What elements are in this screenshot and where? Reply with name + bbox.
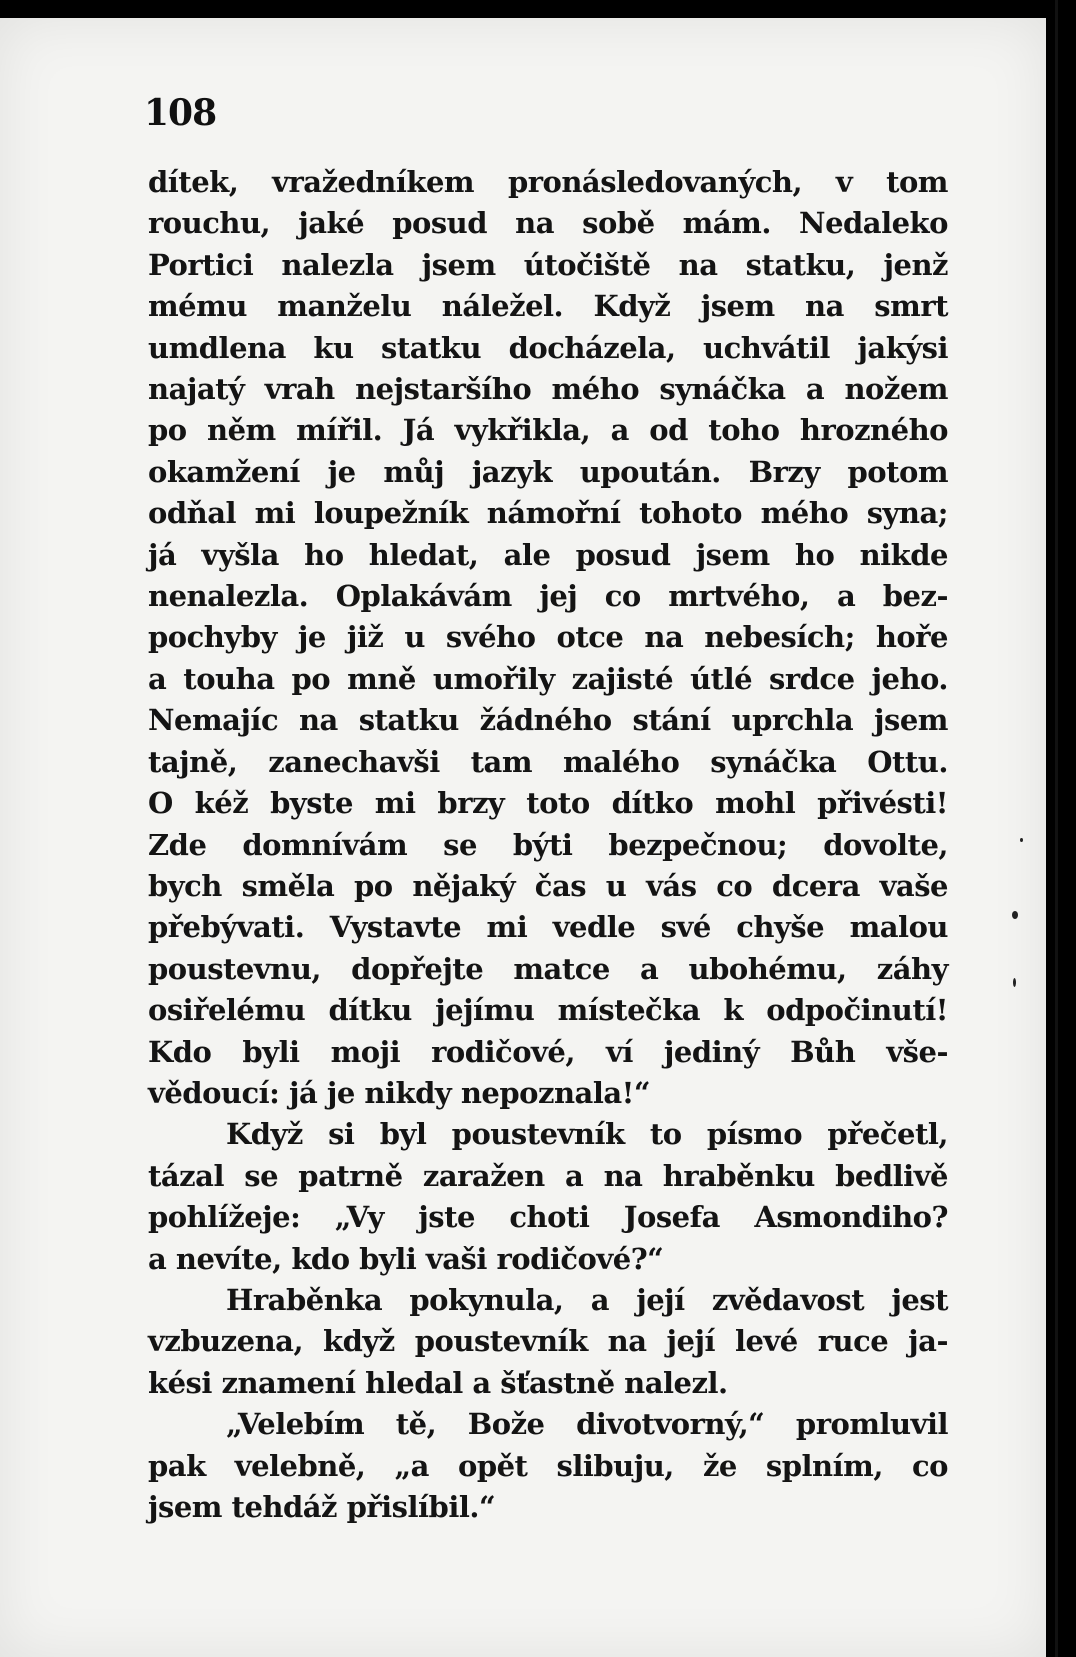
- text-line: a touha po mně umořily zajisté útlé srdce jeho.: [148, 661, 948, 696]
- text-line: přebývati. Vystavte mi vedle své chyše malou: [148, 910, 948, 945]
- text-line: Hraběnka pokynula, a její zvědavost jest: [226, 1282, 948, 1317]
- text-line: kési znamení hledal a šťastně nalezl.: [148, 1365, 728, 1400]
- text-line: pochyby je již u svého otce na nebesích; hoře: [148, 620, 948, 655]
- book-page: [0, 18, 1046, 1657]
- text-line: vzbuzena, když poustevník na její levé ruce ja-: [148, 1324, 948, 1359]
- text-line: poustevnu, dopřejte matce a ubohému, záhy: [148, 951, 948, 986]
- text-line: okamžení je můj jazyk upoután. Brzy potom: [148, 454, 948, 489]
- text-line: pak velebně, „a opět slibuju, že splním, co: [148, 1448, 948, 1483]
- text-line: tázal se patrně zaražen a na hraběnku bedlivě: [148, 1158, 948, 1193]
- text-line: Když si byl poustevník to písmo přečetl,: [226, 1117, 948, 1152]
- ink-speck: [1012, 911, 1018, 919]
- text-line: nenalezla. Oplakávám jej co mrtvého, a bez-: [148, 579, 948, 614]
- text-line: mému manželu náležel. Když jsem na smrt: [148, 289, 948, 324]
- ink-speck: [1020, 838, 1023, 842]
- text-line: bych směla po nějaký čas u vás co dcera vaše: [148, 868, 948, 903]
- text-line: a nevíte, kdo byli vaši rodičové?“: [148, 1241, 664, 1276]
- text-line: dítek, vražedníkem pronásledovaných, v tom: [148, 165, 948, 199]
- text-line: Nemajíc na statku žádného stání uprchla jsem: [148, 703, 948, 738]
- text-line: Portici nalezla jsem útočiště na statku, jenž: [148, 247, 948, 282]
- text-line: rouchu, jaké posud na sobě mám. Nedaleko: [148, 206, 948, 241]
- text-line: já vyšla ho hledat, ale posud jsem ho nikde: [148, 537, 948, 572]
- page-number: 108: [144, 92, 217, 134]
- text-line: tajně, zanechavši tam malého synáčka Ottu.: [148, 744, 948, 779]
- text-line: po něm mířil. Já vykřikla, a od toho hrozného: [148, 413, 948, 448]
- page-edge-line: [1055, 0, 1058, 1657]
- text-line: „Velebím tě, Bože divotvorný,“ promluvil: [226, 1407, 948, 1442]
- body-text: [148, 162, 948, 1528]
- text-line: jsem tehdáž přislíbil.“: [148, 1490, 496, 1524]
- text-line: pohlížeje: „Vy jste choti Josefa Asmondiho?: [148, 1200, 948, 1235]
- text-line: osiřelému dítku jejímu místečka k odpočinutí!: [148, 993, 948, 1028]
- ink-speck: [1013, 978, 1016, 987]
- text-line: O kéž byste mi brzy toto dítko mohl přivésti!: [148, 786, 948, 821]
- text-line: najatý vrah nejstaršího mého synáčka a nožem: [148, 372, 948, 407]
- text-line: Zde domnívám se býti bezpečnou; dovolte,: [148, 827, 948, 862]
- text-line: odňal mi loupežník námořní tohoto mého syna;: [148, 496, 948, 531]
- text-line: vědoucí: já je nikdy nepoznala!“: [148, 1075, 651, 1110]
- text-line: umdlena ku statku docházela, uchvátil jakýsi: [148, 330, 948, 365]
- text-line: Kdo byli moji rodičové, ví jediný Bůh vše-: [148, 1034, 948, 1069]
